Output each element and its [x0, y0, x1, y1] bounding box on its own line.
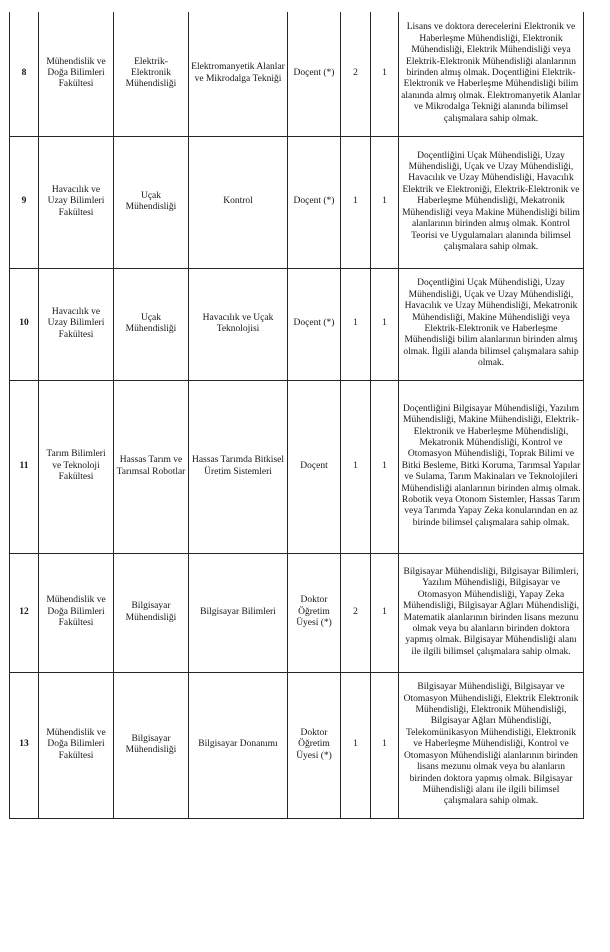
- department-cell: Elektrik-Elektronik Mühendisliği: [114, 12, 189, 136]
- requirements-cell: Doçentliğini Uçak Mühendisliği, Uzay Mühendisliği, Uçak ve Uzay Mühendisliği, Havacılık ve Uzay Mühendisliği, Mekatronik Mühendisliği, Makine Mühendisliği veya Elektrik-Elektronik ve Haberleşme Mühendisliği bilim alanlarının birinden almış olmak. İlgili alanda bilimsel çalışmalara sahip olmak.: [399, 268, 584, 380]
- degree-count-cell: 1: [371, 380, 399, 553]
- department-cell: Bilgisayar Mühendisliği: [114, 553, 189, 672]
- field-cell: Kontrol: [189, 136, 288, 268]
- degree-count-cell: 1: [371, 672, 399, 818]
- requirements-cell: Doçentliğini Bilgisayar Mühendisliği, Yazılım Mühendisliği, Makine Mühendisliği, Elektrik-Elektronik ve Haberleşme Mühendisliği, Mekatronik Mühendisliği, Kontrol ve Otomasyon Mühendisliği, Toprak Bilimi ve Bitki Besleme, Bitki Koruma, Tarımsal Yapılar ve Sulama, Tarım Makinaları ve Teknolojileri Mühendisliği alanlarının birinden almış olmak. Robotik veya Otonom Sistemler, Hassas Tarım veya Tarımda Yapay Zeka konularından en az birinde bilimsel çalışmalara sahip olmak.: [399, 380, 584, 553]
- faculty-cell: Havacılık ve Uzay Bilimleri Fakültesi: [39, 136, 114, 268]
- table-row: [10, 268, 584, 380]
- degree-count-cell: 1: [371, 553, 399, 672]
- quota-count-cell: 2: [341, 12, 371, 136]
- requirements-cell: Bilgisayar Mühendisliği, Bilgisayar ve Otomasyon Mühendisliği, Elektrik Elektronik Mühendisliği, Elektronik Mühendisliği, Bilgisayar Ağları Mühendisliği, Telekomünikasyon Mühendisliği, Elektronik ve Haberleşme Mühendisliği, Kontrol ve Otomasyon Mühendisliği alanlarının birinden lisans mezunu olmak veya bu alanların birinden doktora yapmış olmak. Bilgisayar Mühendisliği alanı ile ilgili bilimsel çalışmalara sahip olmak.: [399, 672, 584, 818]
- requirements-cell: Lisans ve doktora derecelerini Elektronik ve Haberleşme Mühendisliği, Elektronik Mühendisliği, Elektrik Mühendisliği veya Elektrik-Elektronik Mühendisliği alanlarının birinden almış olmak. Doçentliğini Elektrik-Elektronik ve Haberleşme Mühendisliği bilim alanında almış olmak. Elektromanyetik Alanlar ve Mikrodalga Tekniği alanında bilimsel çalışmalara sahip olmak.: [399, 12, 584, 136]
- title-cell: Doçent (*): [288, 12, 341, 136]
- degree-count-cell: 1: [371, 268, 399, 380]
- quota-count-cell: 1: [341, 136, 371, 268]
- title-cell: Doçent (*): [288, 268, 341, 380]
- faculty-cell: Tarım Bilimleri ve Teknoloji Fakültesi: [39, 380, 114, 553]
- row-number-cell: 13: [10, 672, 39, 818]
- title-cell: Doktor Öğretim Üyesi (*): [288, 553, 341, 672]
- field-cell: Bilgisayar Donanımı: [189, 672, 288, 818]
- faculty-cell: Mühendislik ve Doğa Bilimleri Fakültesi: [39, 553, 114, 672]
- requirements-cell: Bilgisayar Mühendisliği, Bilgisayar Bilimleri, Yazılım Mühendisliği, Bilgisayar ve Otomasyon Mühendisliği, Yapay Zeka Mühendisliği, Bilgisayar Ağları Mühendisliği, Matematik alanlarının birinden lisans mezunu olmak veya bu alanların birinden doktora yapmış olmak. Bilgisayar Mühendisliği alanı ile ilgili bilimsel çalışmalara sahip olmak.: [399, 553, 584, 672]
- table-row: [10, 553, 584, 672]
- title-cell: Doktor Öğretim Üyesi (*): [288, 672, 341, 818]
- degree-count-cell: 1: [371, 12, 399, 136]
- field-cell: Elektromanyetik Alanlar ve Mikrodalga Tekniği: [189, 12, 288, 136]
- field-cell: Hassas Tarımda Bitkisel Üretim Sistemleri: [189, 380, 288, 553]
- department-cell: Uçak Mühendisliği: [114, 268, 189, 380]
- field-cell: Bilgisayar Bilimleri: [189, 553, 288, 672]
- table-row: [10, 380, 584, 553]
- requirements-cell: Doçentliğini Uçak Mühendisliği, Uzay Mühendisliği, Uçak ve Uzay Mühendisliği, Havacılık ve Uzay Mühendisliği, Havacılık Elektrik ve Elektroniği, Elektrik-Elektronik ve Haberleşme Mühendisliği, Mekatronik Mühendisliği veya Makine Mühendisliği bilim alanlarının birinden almış olmak. Kontrol Teorisi ve Uygulamaları alanında bilimsel çalışmalara sahip olmak.: [399, 136, 584, 268]
- quota-count-cell: 1: [341, 380, 371, 553]
- table-row: [10, 672, 584, 818]
- row-number-cell: 8: [10, 12, 39, 136]
- job-postings-table: [9, 12, 584, 819]
- department-cell: Bilgisayar Mühendisliği: [114, 672, 189, 818]
- quota-count-cell: 2: [341, 553, 371, 672]
- faculty-cell: Mühendislik ve Doğa Bilimleri Fakültesi: [39, 672, 114, 818]
- row-number-cell: 11: [10, 380, 39, 553]
- title-cell: Doçent (*): [288, 136, 341, 268]
- faculty-cell: Mühendislik ve Doğa Bilimleri Fakültesi: [39, 12, 114, 136]
- faculty-cell: Havacılık ve Uzay Bilimleri Fakültesi: [39, 268, 114, 380]
- department-cell: Hassas Tarım ve Tarımsal Robotlar: [114, 380, 189, 553]
- field-cell: Havacılık ve Uçak Teknolojisi: [189, 268, 288, 380]
- row-number-cell: 10: [10, 268, 39, 380]
- row-number-cell: 12: [10, 553, 39, 672]
- quota-count-cell: 1: [341, 672, 371, 818]
- table-row: [10, 136, 584, 268]
- department-cell: Uçak Mühendisliği: [114, 136, 189, 268]
- quota-count-cell: 1: [341, 268, 371, 380]
- table-row: [10, 12, 584, 136]
- row-number-cell: 9: [10, 136, 39, 268]
- degree-count-cell: 1: [371, 136, 399, 268]
- title-cell: Doçent: [288, 380, 341, 553]
